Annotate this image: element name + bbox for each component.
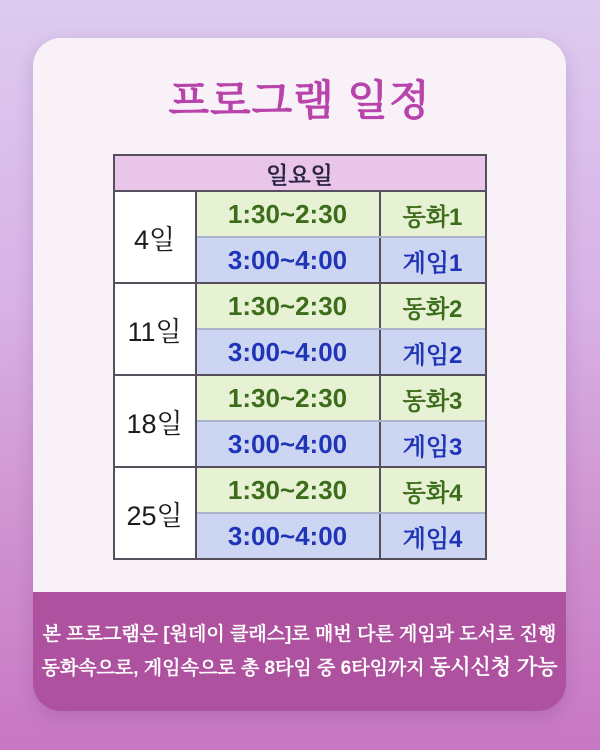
activity-cell: 동화2: [402, 295, 463, 323]
day-cell: 11일: [115, 284, 197, 374]
session-row-game: [197, 420, 485, 466]
activity-cell: 동화3: [402, 387, 463, 415]
table-row: [115, 192, 485, 284]
activity-cell: 동화4: [402, 479, 463, 507]
session-row-story: [197, 284, 485, 328]
day-cell: 4일: [115, 192, 197, 282]
footer-note-line2-emphasis: 동시신청 가능: [429, 656, 558, 679]
day-sessions: [197, 376, 485, 466]
table-row: [115, 468, 485, 558]
activity-cell: 동화1: [402, 203, 463, 231]
activity-cell: 게임2: [402, 341, 463, 369]
day-cell: 25일: [115, 468, 197, 558]
time-cell: 3:00~4:00: [197, 422, 381, 466]
table-row: [115, 284, 485, 376]
schedule-card: [33, 38, 566, 711]
page-title: 프로그램 일정: [168, 77, 431, 124]
day-cell: 18일: [115, 376, 197, 466]
footer-note-line2: [41, 654, 557, 682]
session-row-story: [197, 468, 485, 512]
day-sessions: [197, 468, 485, 558]
footer-note-line1: 본 프로그램은 [원데이 클래스]로 매번 다른 게임과 도서로 진행: [42, 624, 557, 645]
time-cell: 1:30~2:30: [197, 284, 381, 328]
session-row-story: [197, 192, 485, 236]
time-cell: 1:30~2:30: [197, 468, 381, 512]
day-sessions: [197, 284, 485, 374]
session-row-game: [197, 236, 485, 282]
session-row-game: [197, 328, 485, 374]
table-header-weekday: 일요일: [115, 156, 485, 192]
time-cell: 1:30~2:30: [197, 192, 381, 236]
footer-note-panel: [33, 592, 566, 711]
day-sessions: [197, 192, 485, 282]
time-cell: 3:00~4:00: [197, 330, 381, 374]
footer-note-line2-prefix: 동화속으로, 게임속으로 총 8타임 중 6타임까지: [41, 658, 430, 679]
time-cell: 1:30~2:30: [197, 376, 381, 420]
table-row: [115, 376, 485, 468]
activity-cell: 게임1: [402, 249, 463, 277]
schedule-card-top: [33, 38, 566, 592]
time-cell: 3:00~4:00: [197, 238, 381, 282]
session-row-game: [197, 512, 485, 558]
time-cell: 3:00~4:00: [197, 514, 381, 558]
session-row-story: [197, 376, 485, 420]
activity-cell: 게임4: [402, 525, 463, 553]
schedule-table: [113, 154, 487, 560]
activity-cell: 게임3: [402, 433, 463, 461]
